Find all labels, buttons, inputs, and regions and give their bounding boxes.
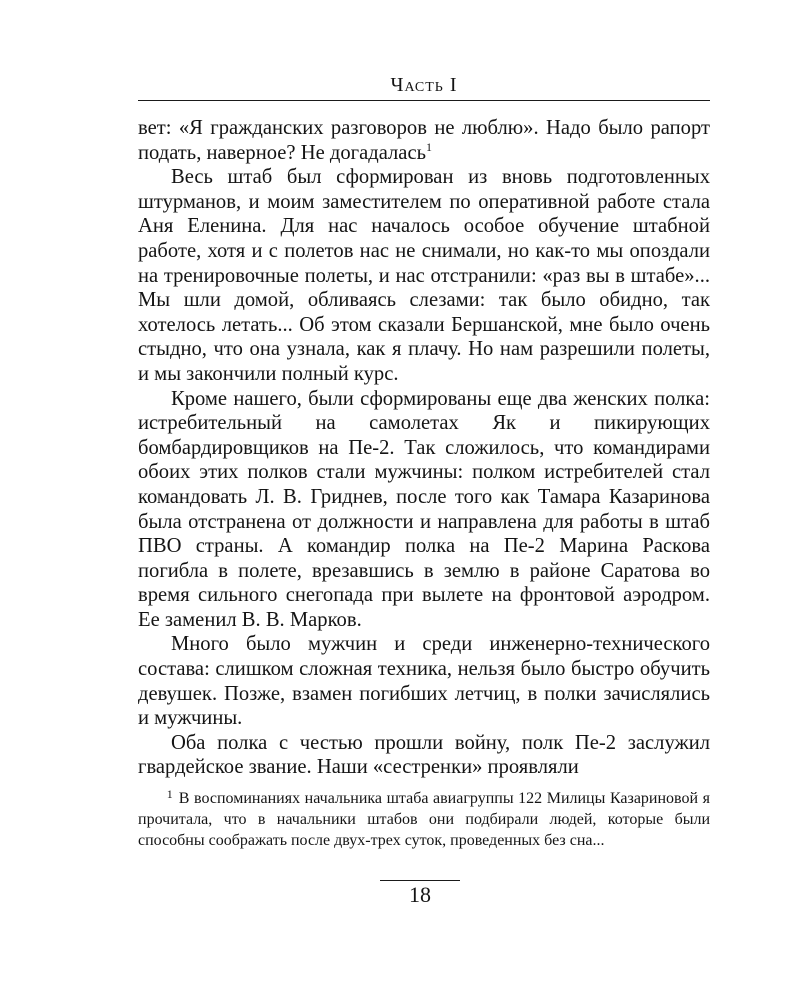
paragraph [138, 116, 710, 165]
paragraph: Кроме нашего, были сформированы еще два женских полка: истребительный на самолетах Як и пикирующих бомбардировщиков на Пе-2. Так сложилось, что командирами обоих этих полков стали мужчины: полком истребителей стал командовать Л. В. Гриднев, после того как Тамара Казаринова была отстранена от должности и направлена для работы в штаб ПВО страны. А командир полка на Пе-2 Марина Раскова погибла в полете, врезавшись в землю в районе Саратова во время сильного снегопада при вылете на фронтовой аэродром. Ее заменил В. В. Марков. [138, 387, 710, 631]
paragraph-text: вет: «Я гражданских разговоров не люблю». Надо было рапорт подать, наверное? Не догадалась [138, 117, 710, 164]
running-head: Часть I [390, 74, 458, 96]
page-number: 18 [409, 882, 431, 907]
footnote-text: В воспоминаниях начальника штаба авиагруппы 122 Милицы Казариновой я прочитала, что в начальники штабов они подбирали людей, которые были способны соображать после двух-трех суток, проведенных без сна... [138, 790, 710, 849]
footnote-mark: 1 [166, 787, 173, 801]
page-number-rule [380, 880, 460, 881]
header-rule [138, 100, 710, 101]
paragraph: Много было мужчин и среди инженерно-технического состава: слишком сложная техника, нельзя было быстро обучить девушек. Позже, взамен погибших летчиц, в полки зачислялись и мужчины. [138, 633, 710, 730]
paragraph: Весь штаб был сформирован из вновь подготовленных штурманов, и моим заместителем по оперативной работе стала Аня Еленина. Для нас началось особое обучение штабной работе, хотя и с полетов нас не снимали, но как-то мы опоздали на тренировочные полеты, и нас отстранили: «раз вы в штабе»... Мы шли домой, обливаясь слезами: так было обидно, так хотелось летать... Об этом сказали Бершанской, мне было очень стыдно, что она узнала, как я плачу. Но нам разрешили полеты, и мы закончили полный курс. [138, 166, 710, 385]
body-text [138, 116, 710, 780]
footnote-reference[interactable]: 1 [425, 139, 432, 154]
footnote [138, 788, 710, 851]
paragraph: Оба полка с честью прошли войну, полк Пе-2 заслужил гвардейское звание. Наши «сестренки» проявляли [138, 731, 710, 779]
